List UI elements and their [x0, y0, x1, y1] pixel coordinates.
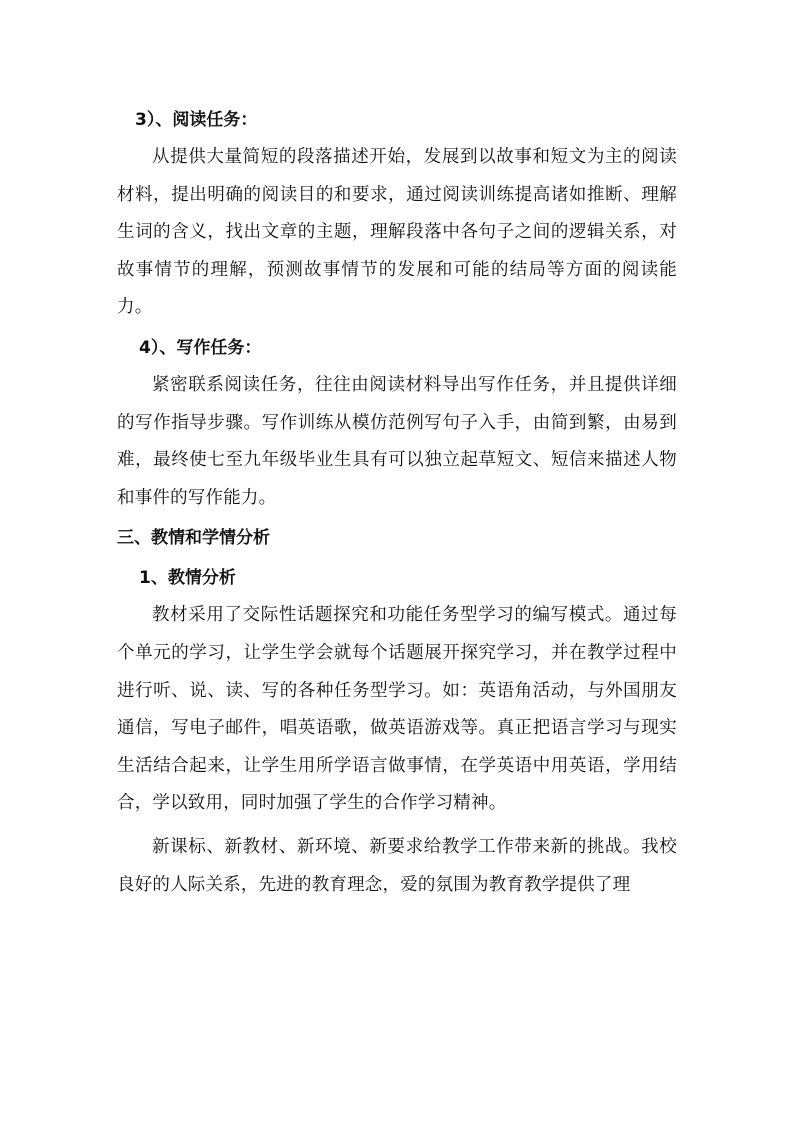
heading-teaching-analysis: 1、教情分析: [139, 568, 236, 589]
page-content: [117, 102, 677, 904]
paragraph-writing-task: 紧密联系阅读任务，往往由阅读材料导出写作任务，并且提供详细的写作指导步骤。写作训练从模仿范例写句子入手，由简到繁，由易到难，最终使七至九年级毕业生具有可以独立起草短文、短信来描述人物和事件的写作能力。: [117, 374, 677, 508]
paragraph-teaching-analysis-1: 教材采用了交际性话题探究和功能任务型学习的编写模式。通过每个单元的学习，让学生学会就每个话题展开探究学习，并在教学过程中进行听、说、读、写的各种任务型学习。如：英语角活动，与外国朋友通信，写电子邮件，唱英语歌，做英语游戏等。真正把语言学习与现实生活结合起来，让学生用所学语言做事情，在学英语中用英语，学用结合，学以致用，同时加强了学生的合作学习精神。: [117, 605, 677, 814]
paragraph-teaching-analysis-2: 新课标、新教材、新环境、新要求给教学工作带来新的挑战。我校良好的人际关系，先进的教育理念，爱的氛围为教育教学提供了理: [117, 836, 677, 895]
heading-analysis: 三、教情和学情分析: [117, 528, 270, 549]
heading-writing-task: 4）、写作任务：: [139, 337, 262, 358]
heading-reading-task: 3）、阅读任务：: [135, 110, 258, 130]
paragraph-reading-task: 从提供大量简短的段落描述开始，发展到以故事和短文为主的阅读材料，提出明确的阅读目的和要求，通过阅读训练提高诸如推断、理解生词的含义，找出文章的主题，理解段落中各句子之间的逻辑关系，对故事情节的理解，预测故事情节的发展和可能的结局等方面的阅读能力。: [117, 147, 677, 318]
